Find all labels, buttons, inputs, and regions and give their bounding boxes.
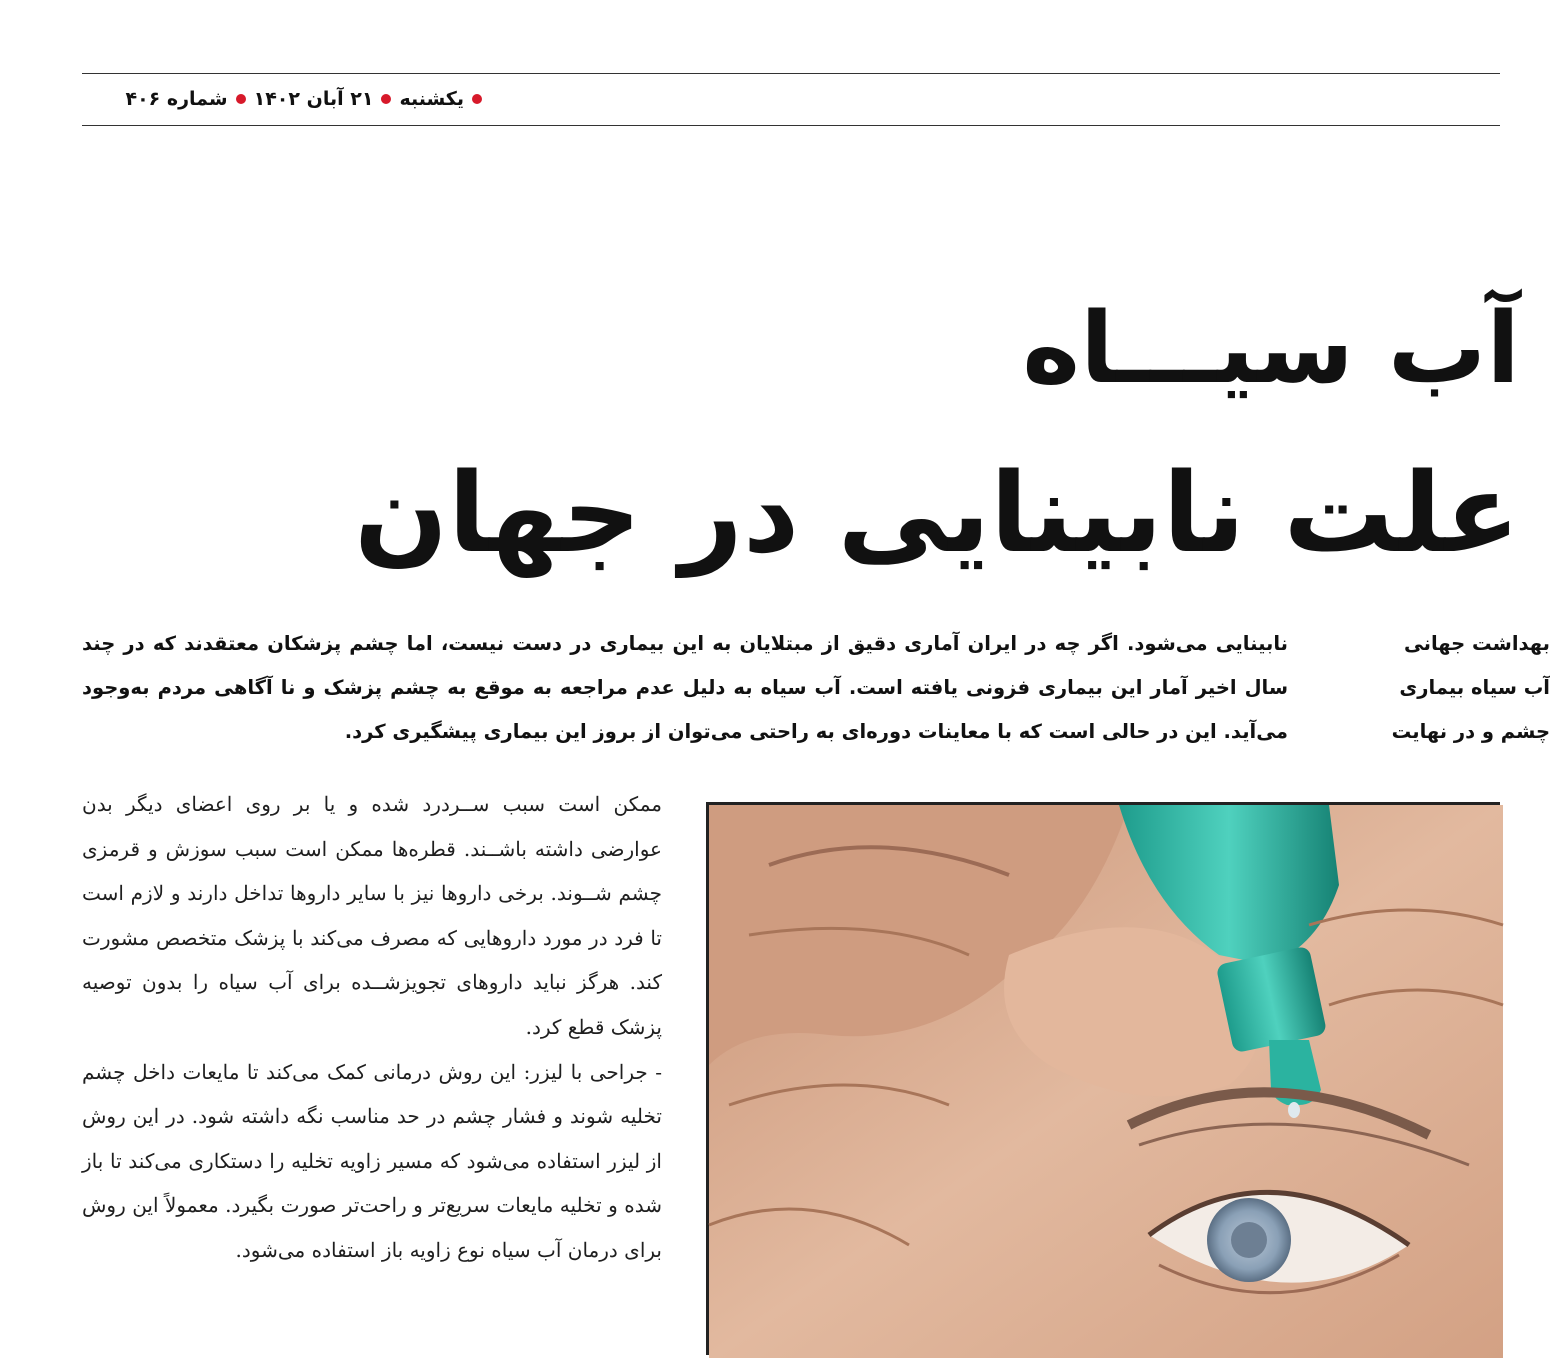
dateline-weekday: یکشنبه bbox=[399, 88, 464, 110]
bullet-dot-icon bbox=[381, 94, 391, 104]
dateline-date: ۲۱ آبان ۱۴۰۲ bbox=[253, 88, 374, 110]
bottom-rule bbox=[82, 125, 1500, 126]
dateline-issue: شماره ۴۰۶ bbox=[125, 88, 228, 110]
lead-side-line: چشم و در نهایت bbox=[1391, 720, 1550, 743]
dateline bbox=[82, 84, 482, 114]
bullet-dot-icon bbox=[472, 94, 482, 104]
lead-side-line: آب سیاه بیماری bbox=[1399, 676, 1550, 699]
lead-side-line: بهداشت جهانی bbox=[1403, 632, 1550, 655]
bullet-dot-icon bbox=[236, 94, 246, 104]
headline-line-1: آب سیـــاه bbox=[1022, 292, 1520, 406]
eye-drop-photo bbox=[706, 802, 1500, 1355]
body-paragraph: ممکن است سبب ســردرد شده و یا بر روی اعضای دیگر بدن عوارضی داشته باشــند. قطره‌ها ممکن است سبب سوزش و قرمزی چشم شــوند. برخی داروها نیز با سایر داروها تداخل دارند و لازم است تا فرد در مورد داروهایی که مصرف می‌کند با پزشک متخصص مشورت کند. هرگز نباید داروهای تجویزشــده برای آب سیاه را بدون توصیه پزشک قطع کرد. bbox=[82, 792, 662, 1039]
lead-side-column bbox=[1330, 622, 1550, 754]
lead-paragraph: نابینایی می‌شود. اگر چه در ایران آماری دقیق از مبتلایان به این بیماری در دست نیست، اما چشم پزشکان معتقدند که در چند سال اخیر آمار این بیماری فزونی یافته است. آب سیاه به دلیل عدم مراجعه به موقع به چشم پزشک و نا آگاهی مردم به‌وجود می‌آید. این در حالی است که با معاینات دوره‌ای به راحتی می‌توان از بروز این بیماری پیشگیری کرد. bbox=[82, 632, 1288, 743]
eye-drop-illustration bbox=[709, 805, 1503, 1358]
top-rule bbox=[82, 73, 1500, 74]
headline-line-2: علت نابینایی در جهان bbox=[354, 449, 1520, 577]
body-paragraph: - جراحی با لیزر: این روش درمانی کمک می‌کند تا مایعات داخل چشم تخلیه شوند و فشار چشم در حد مناسب نگه داشته شود. در این روش از لیزر استفاده می‌شود که مسیر زاویه تخلیه را دستکاری می‌کند تا باز شده و تخلیه مایعات سریع‌تر و راحت‌تر صورت بگیرد. معمولاً این روش برای درمان آب سیاه نوع زاویه باز استفاده می‌شود. bbox=[82, 1059, 662, 1262]
body-column bbox=[82, 782, 662, 1354]
